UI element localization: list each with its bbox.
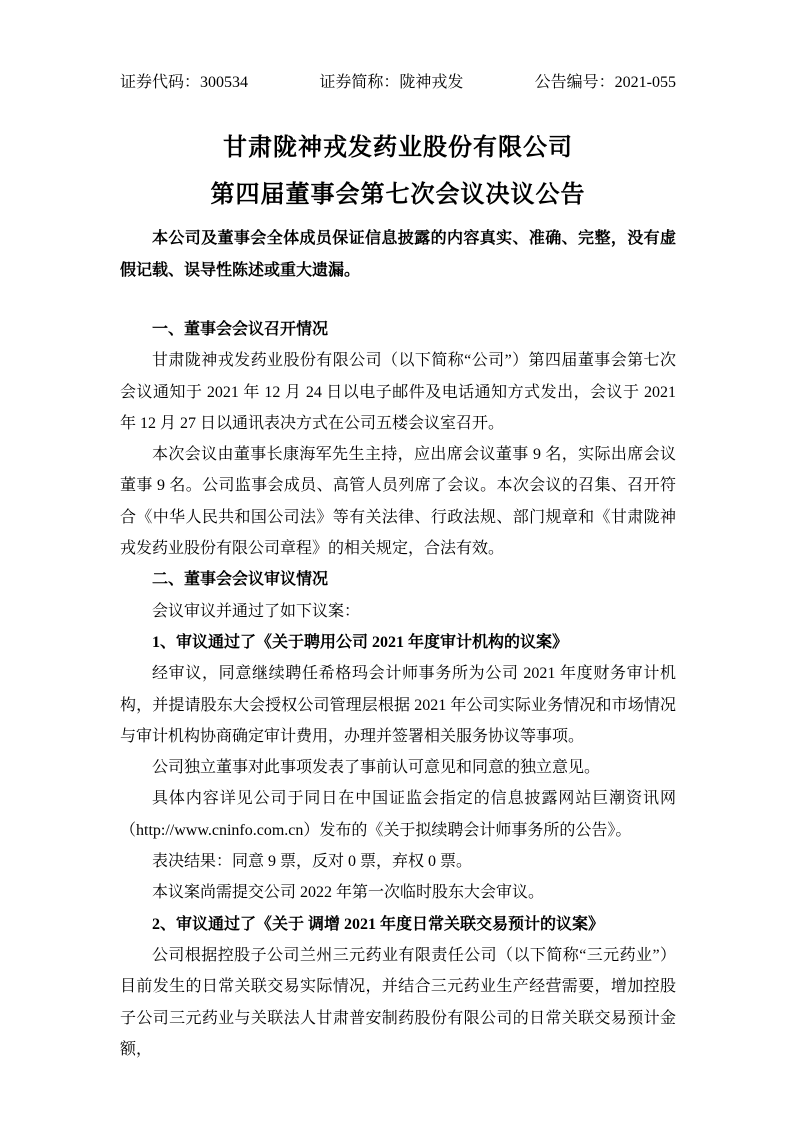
paragraph-independent-directors: 公司独立董事对此事项发表了事前认可意见和同意的独立意见。 xyxy=(152,759,601,777)
stock-code: 证券代码：300534 xyxy=(120,74,249,91)
resolution-2-heading: 2、审议通过了《关于 调增 2021 年度日常关联交易预计的议案》 xyxy=(152,915,605,933)
paragraph-meeting-notice: 甘肃陇神戎发药业股份有限公司（以下简称“公司”）第四届董事会第七次会议通知于 2021 年 12 月 24 日以电子邮件及电话通知方式发出，会议于 2021 年 12 月 27 日以通讯表决方式在公司五楼会议室召开。 xyxy=(120,352,676,432)
doc-body xyxy=(120,314,676,1065)
paragraph-vote-result: 表决结果：同意 9 票，反对 0 票，弃权 0 票。 xyxy=(152,853,473,871)
section-2-heading: 二、董事会会议审议情况 xyxy=(152,571,329,589)
paragraph-review-intro: 会议审议并通过了如下议案： xyxy=(152,602,361,620)
paragraph-resolution-1-detail: 经审议，同意继续聘任希格玛会计师事务所为公司 2021 年度财务审计机构，并提请股东大会授权公司管理层根据 2021 年公司实际业务情况和市场情况与审计机构协商确定审计费用，办理并签署相关服务协议等事项。 xyxy=(120,665,676,745)
paragraph-disclosure-website: 具体内容详见公司于同日在中国证监会指定的信息披露网站巨潮资讯网（http://www.cninfo.com.cn）发布的《关于拟续聘会计师事务所的公告》。 xyxy=(120,790,676,839)
resolution-1-heading: 1、审议通过了《关于聘用公司 2021 年度审计机构的议案》 xyxy=(152,633,569,651)
doc-title-line1: 甘肃陇神戎发药业股份有限公司 xyxy=(223,135,573,161)
paragraph-resolution-2-detail: 公司根据控股子公司兰州三元药业有限责任公司（以下简称“三元药业”）目前发生的日常关联交易实际情况，并结合三元药业生产经营需要，增加控股子公司三元药业与关联法人甘肃普安制药股份有限公司的日常关联交易预计金额， xyxy=(120,946,676,1058)
section-1-heading: 一、董事会会议召开情况 xyxy=(152,321,329,338)
paragraph-shareholder-meeting: 本议案尚需提交公司 2022 年第一次临时股东大会审议。 xyxy=(152,884,545,902)
paragraph-meeting-attendance: 本次会议由董事长康海军先生主持，应出席会议董事 9 名，实际出席会议董事 9 名。公司监事会成员、高管人员列席了会议。本次会议的召集、召开符合《中华人民共和国公司法》等有关法律、行政法规、部门规章和《甘肃陇神戎发药业股份有限公司章程》的相关规定，合法有效。 xyxy=(120,446,676,558)
stock-short-name: 证券简称：陇神戎发 xyxy=(319,74,464,91)
doc-header xyxy=(120,74,676,92)
disclosure-statement: 本公司及董事会全体成员保证信息披露的内容真实、准确、完整，没有虚假记载、误导性陈述或重大遗漏。 xyxy=(120,230,676,279)
announcement-number: 公告编号：2021-055 xyxy=(534,74,676,91)
doc-title-line2: 第四届董事会第七次会议决议公告 xyxy=(210,182,586,208)
doc-title xyxy=(120,125,676,219)
